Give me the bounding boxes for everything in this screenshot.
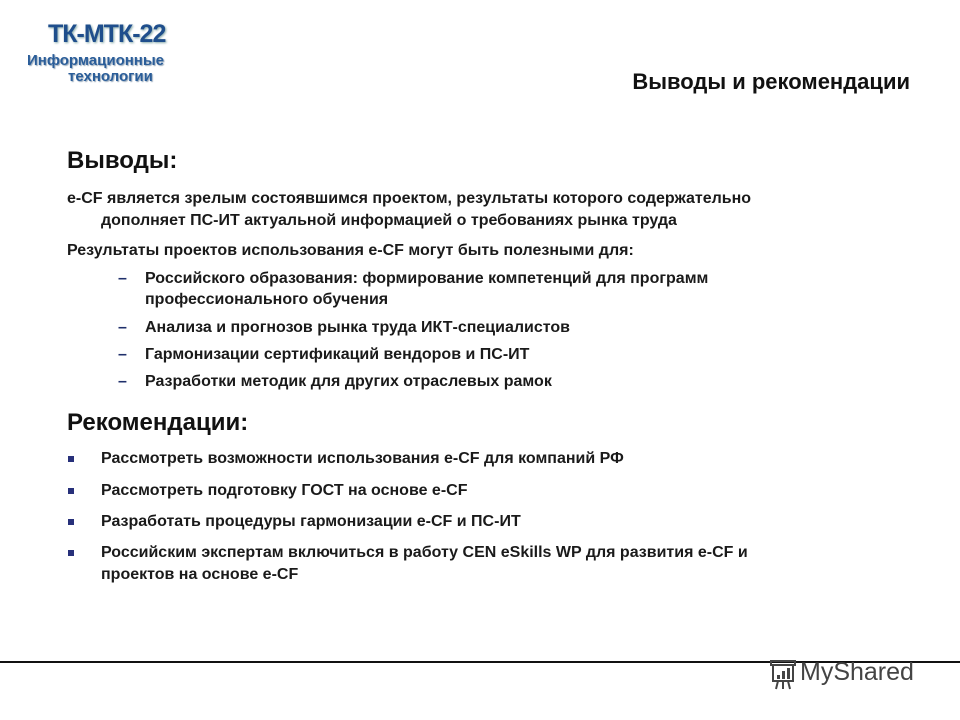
presentation-board-icon [768,658,798,692]
myshared-logo: MyShared [800,658,914,686]
page-title: Выводы и рекомендации [632,69,910,94]
list-item: Гармонизации сертификаций вендоров и ПС-ИТ [145,346,530,363]
list-item: Рассмотреть подготовку ГОСТ на основе e-CF [101,482,468,499]
list-item: Разработать процедуры гармонизации e-CF и ПС-ИТ [101,513,521,530]
list-item: Разработки методик для других отраслевых рамок [145,373,552,390]
list-item: Российским экспертам включиться в работу CEN eSkills WP для развития e-CF и [101,544,748,561]
square-bullet-icon [68,519,74,525]
square-bullet-icon [68,550,74,556]
conclusion-text: дополняет ПС-ИТ актуальной информацией о требованиях рынка труда [101,212,677,229]
list-item: Анализа и прогнозов рынка труда ИКТ-специалистов [145,319,570,336]
logo-subtitle: Информационные [27,52,165,69]
logo-title: ТК-МТК-22 [48,20,166,48]
dash-bullet: – [118,373,127,390]
recommendations-heading: Рекомендации: [67,409,249,436]
list-item: проектов на основе e-CF [101,566,299,583]
conclusions-heading: Выводы: [67,147,178,174]
conclusion-text: Результаты проектов использования e-CF могут быть полезными для: [67,242,634,259]
list-item: Рассмотреть возможности использования e-CF для компаний РФ [101,450,624,467]
dash-bullet: – [118,319,127,336]
logo-subtitle-2: технологии [68,68,153,85]
list-item: Российского образования: формирование компетенций для программ [145,270,709,287]
dash-bullet: – [118,270,127,287]
conclusion-text: e-CF является зрелым состоявшимся проектом, результаты которого содержательно [67,190,752,207]
list-item: профессионального обучения [145,291,389,308]
dash-bullet: – [118,346,127,363]
square-bullet-icon [68,488,74,494]
square-bullet-icon [68,456,74,462]
